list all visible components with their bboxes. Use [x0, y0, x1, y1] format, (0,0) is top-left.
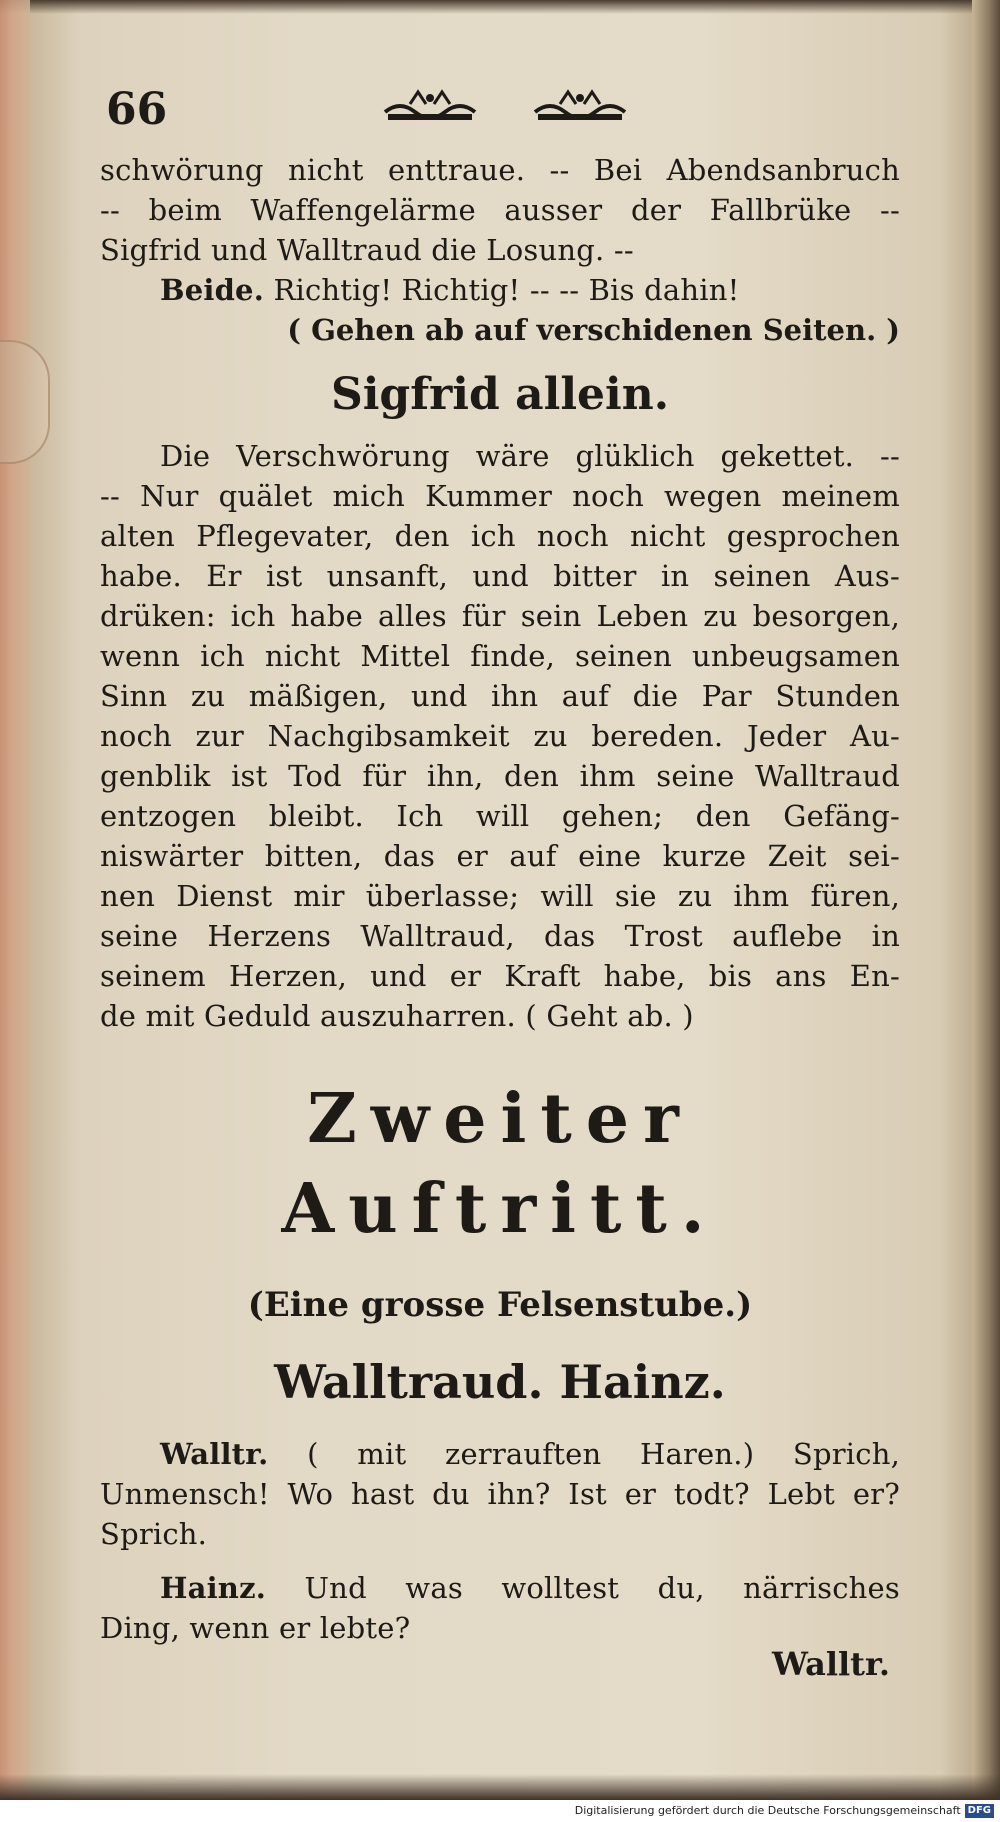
- page-edge-left: [0, 0, 30, 1800]
- page-clip: [0, 340, 50, 464]
- text-line: drüken: ich habe alles für sein Leben zu besorgen,: [100, 599, 900, 633]
- page-header: [100, 60, 900, 150]
- ornament-vignette-icon: [530, 82, 630, 132]
- text-line: wenn ich nicht Mittel finde, seinen unbeugsamen: [100, 639, 900, 673]
- text-line: [100, 1514, 900, 1554]
- text-line: de mit Geduld auszuharren. ( Geht ab. ): [100, 999, 694, 1033]
- stage-direction: ( Gehen ab auf verschidenen Seiten. ): [287, 313, 900, 347]
- text-line: habe. Er ist unsanft, und bitter in seinen Aus-: [100, 559, 900, 593]
- page-bottom-shadow: [0, 1774, 1000, 1800]
- text-line: seinem Herzen, und er Kraft habe, bis ans En-: [100, 959, 900, 993]
- digitization-credit: [0, 1800, 1000, 1822]
- text-line: schwörung nicht enttraue. -- Bei Abendsanbruch: [100, 153, 900, 187]
- page-top-shadow: [0, 0, 1000, 14]
- character-list: Walltraud. Hainz.: [274, 1355, 726, 1409]
- speech-text: Richtig! Richtig! -- -- Bis dahin!: [273, 273, 740, 307]
- catchword: Walltr.: [771, 1645, 890, 1683]
- page-edge-right: [972, 0, 1000, 1800]
- continued-speech: [100, 150, 900, 270]
- text-line: genblik ist Tod für ihn, den ihm seine Walltraud: [100, 759, 900, 793]
- speaker-beide: Beide.: [160, 273, 265, 307]
- text-line: Sinn zu mäßigen, und ihn auf die Par Stunden: [100, 679, 900, 713]
- speech-text: Sprich.: [100, 1517, 208, 1551]
- speech-text: Ding, wenn er lebte?: [100, 1611, 411, 1645]
- page-number: 66: [106, 84, 168, 135]
- speech-beide: [100, 270, 900, 310]
- scene-heading: Sigfrid allein.: [330, 369, 670, 420]
- text-line: niswärter bitten, das er auf eine kurze Zeit sei-: [100, 839, 900, 873]
- speech-text: Und was wolltest du, närrisches: [304, 1571, 900, 1605]
- text-line: Sigfrid und Walltraud die Losung. --: [100, 233, 634, 267]
- speech-text: ( mit zerrauften Haren.) Sprich,: [307, 1437, 900, 1471]
- act-heading: Zweiter Auftritt.: [281, 1079, 719, 1249]
- speech-text: Unmensch! Wo hast du ihn? Ist er todt? Lebt er?: [100, 1477, 900, 1511]
- text-line: -- Nur quälet mich Kummer noch wegen meinem: [100, 479, 900, 513]
- text-line: nen Dienst mir überlasse; will sie zu ihm füren,: [100, 879, 900, 913]
- text-line: seine Herzens Walltraud, das Trost auflebe in: [100, 919, 900, 953]
- text-block: [100, 60, 900, 1686]
- credit-text: Digitalisierung gefördert durch die Deutsche Forschungsgemeinschaft: [574, 1804, 961, 1817]
- speech-hainz: [100, 1568, 900, 1648]
- text-line: [100, 1568, 900, 1608]
- setting-direction: (Eine grosse Felsenstube.): [247, 1285, 753, 1325]
- text-line: entzogen bleibt. Ich will gehen; den Gefäng-: [100, 799, 900, 833]
- text-line: [100, 1434, 900, 1474]
- text-line: noch zur Nachgibsamkeit zu bereden. Jeder Au-: [100, 719, 900, 753]
- speaker-name: Walltr.: [160, 1437, 269, 1471]
- text-line: [100, 1474, 900, 1514]
- text-line: Die Verschwörung wäre glüklich gekettet. --: [160, 439, 900, 473]
- monologue: [100, 436, 900, 1036]
- ornament-vignette-icon: [380, 82, 480, 132]
- text-line: -- beim Waffengelärme ausser der Fallbrüke --: [100, 193, 900, 227]
- dfg-logo-icon: DFG: [965, 1804, 994, 1818]
- speaker-name: Hainz.: [160, 1571, 267, 1605]
- speech-walltr: [100, 1434, 900, 1554]
- text-line: alten Pflegevater, den ich noch nicht gesprochen: [100, 519, 900, 553]
